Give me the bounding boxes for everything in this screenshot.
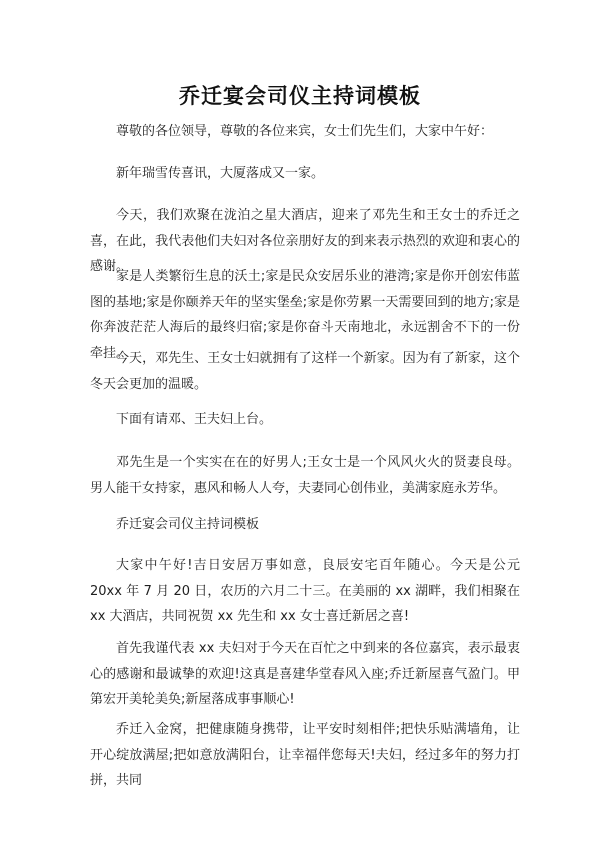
- paragraph-greeting: 尊敬的各位领导，尊敬的各位来宾，女士们先生们，大家中午好：: [116, 124, 494, 139]
- paragraph-date-greeting: 大家中午好!吉日安居万事如意，良辰安宅百年随心。今天是公元 20xx 年 7 月 20 日，农历的六月二十三。在美丽的 xx 湖畔，我们相聚在 xx 大酒店，共同祝贺 xx 先生和 xx 女士喜迁新居之喜!: [90, 558, 520, 624]
- paragraph-blessing: 乔迁入金窝，把健康随身携带，让平安时刻相伴;把快乐贴满墙角，让开心绽放满屋;把如意放满阳台，让幸福伴您每天!夫妇，经过多年的努力打拼，共同: [90, 722, 520, 788]
- paragraph-thanks: 首先我谨代表 xx 夫妇对于今天在百忙之中到来的各位嘉宾，表示最衷心的感谢和最诚挚的欢迎!这真是喜建华堂春风入座;乔迁新屋喜气盈门。甲第宏开美轮美奂;新屋落成事事顺心!: [90, 641, 520, 707]
- paragraph-new-home: 今天，邓先生、王女士妇就拥有了这样一个新家。因为有了新家，这个冬天会更加的温暖。: [90, 351, 520, 392]
- paragraph-opening-couplet: 新年瑞雪传喜讯，大厦落成又一家。: [116, 166, 325, 181]
- paragraph-home: 家是人类繁衍生息的沃土;家是民众安居乐业的港湾;家是你开创宏伟蓝图的基地;家是你颐养天年的坚实堡垒;家是你劳累一天需要回到的地方;家是你奔波茫茫人海后的最终归宿;家是你奋斗天南地北，永远割舍不下的一份牵挂。: [90, 269, 520, 361]
- paragraph-section-heading: 乔迁宴会司仪主持词模板: [116, 517, 260, 532]
- paragraph-welcome: 今天，我们欢聚在泷泊之星大酒店，迎来了邓先生和王女士的乔迁之喜，在此，我代表他们夫妇对各位亲朋好友的到来表示热烈的欢迎和衷心的感谢。: [90, 208, 520, 274]
- paragraph-invite-couple: 下面有请邓、王夫妇上台。: [116, 412, 273, 427]
- document-title: 乔迁宴会司仪主持词模板: [179, 84, 421, 108]
- paragraph-couple-praise: 邓先生是一个实实在在的好男人;王女士是一个风风火火的贤妻良母。男人能干女持家，惠风和畅人人夸，夫妻同心创伟业，美满家庭永芳华。: [90, 455, 520, 496]
